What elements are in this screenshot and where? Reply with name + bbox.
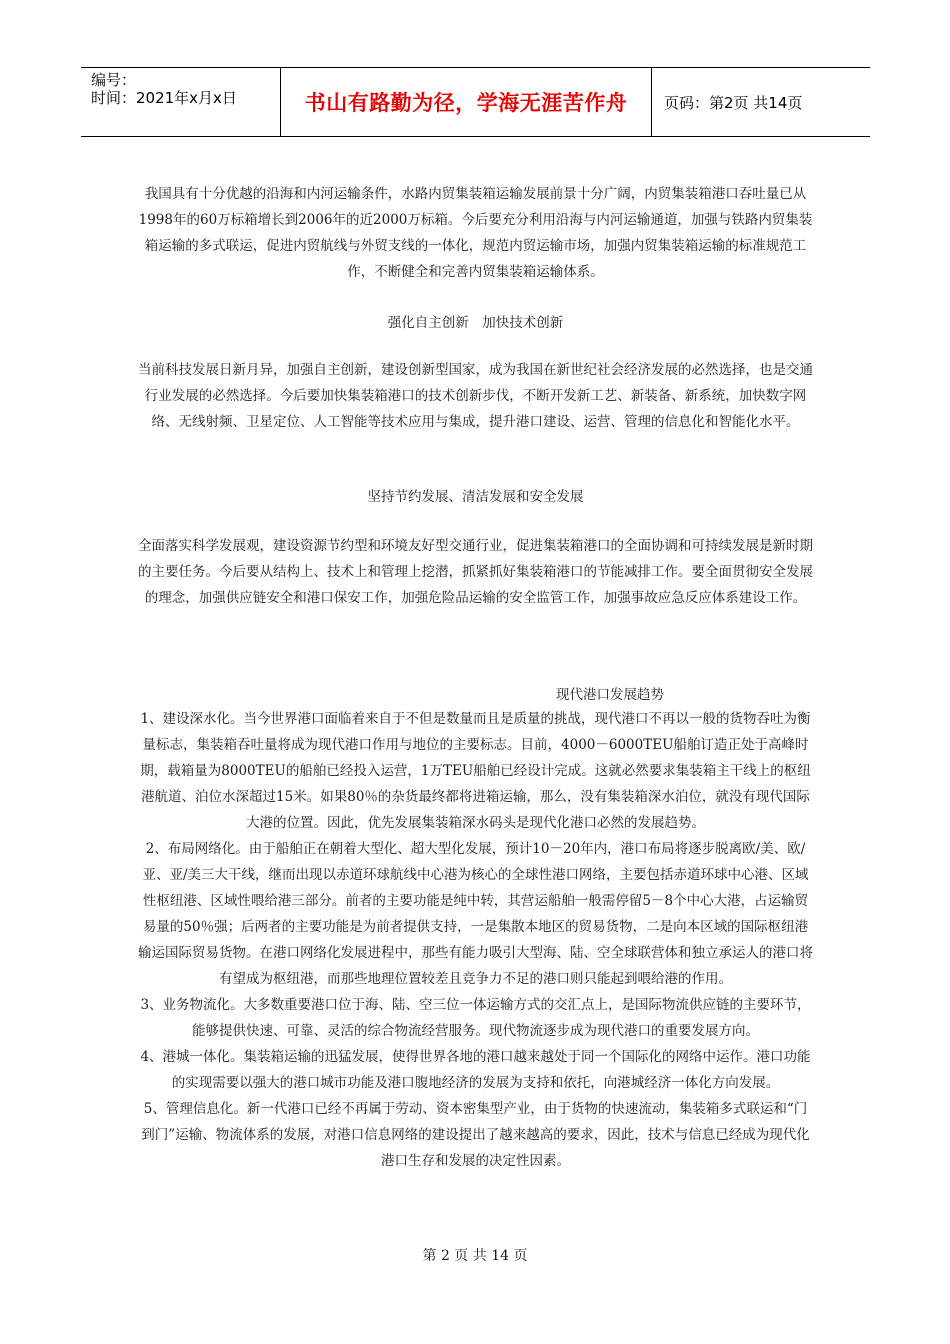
paragraph-domestic-container: 我国具有十分优越的沿海和内河运输条件，水路内贸集装箱运输发展前景十分广阔，内贸集装箱港口吞吐量已从1998年的60万标箱增长到2006年的近2000万标箱。今后要充分利用沿海与内河运输通道，加强与铁路内贸集装箱运输的多式联运，促进内贸航线与外贸支线的一体化，规范内贸运输市场，加强内贸集装箱运输的标准规范工作，不断健全和完善内贸集装箱运输体系。 <box>138 186 813 280</box>
page-footer-number: 第 2 页 共 14 页 <box>422 1248 528 1264</box>
trends-list <box>138 706 813 1174</box>
header-motto: 书山有路勤为径，学海无涯苦作舟 <box>281 68 652 136</box>
header-meta <box>81 68 281 136</box>
doc-date-label: 时间：2021年x月x日 <box>91 89 237 107</box>
trend-item: 4、港城一体化。集装箱运输的迅猛发展，使得世界各地的港口越来越处于同一个国际化的网络中运作。港口功能的实现需要以强大的港口城市功能及港口腹地经济的发展为支持和依托，向港城经济一体化方向发展。 <box>140 1049 811 1091</box>
section-title-innovation: 强化自主创新 加快技术创新 <box>387 315 564 331</box>
section-title-sustainable: 坚持节约发展、清洁发展和安全发展 <box>367 489 584 505</box>
trend-item: 1、建设深水化。当今世界港口面临着来自于不但是数量而且是质量的挑战，现代港口不再以一般的货物吞吐为衡量标志，集装箱吞吐量将成为现代港口作用与地位的主要标志。目前，4000－6000TEU船舶订造正处于高峰时期，载箱量为8000TEU的船舶已经投入运营，1万TEU船舶已经设计完成。这就必然要求集装箱主干线上的枢纽港航道、泊位水深超过15米。如果80％的杂货最终都将进箱运输，那么，没有集装箱深水泊位，就没有现代国际大港的位置。因此，优先发展集装箱深水码头是现代化港口必然的发展趋势。 <box>140 711 811 831</box>
trends-title: 现代港口发展趋势 <box>556 687 664 703</box>
page-header <box>81 67 870 137</box>
trend-item: 2、布局网络化。由于船舶正在朝着大型化、超大型化发展，预计10－20年内，港口布局将逐步脱离欧/美、欧/亚、亚/美三大干线，继而出现以赤道环球航线中心港为核心的全球性港口网络，主要包括赤道环球中心港、区域性枢纽港、区域性喂给港三部分。前者的主要功能是纯中转，其营运船舶一般需停留5－8个中心大港，占运输贸易量的50％强；后两者的主要功能是为前者提供支持，一是集散本地区的贸易货物，二是向本区域的国际枢纽港输运国际贸易货物。在港口网络化发展进程中，那些有能力吸引大型海、陆、空全球联营体和独立承运人的港口将有望成为枢纽港，而那些地理位置较差且竞争力不足的港口则只能起到喂给港的作用。 <box>138 841 813 987</box>
trend-item: 3、业务物流化。大多数重要港口位于海、陆、空三位一体运输方式的交汇点上，是国际物流供应链的主要环节，能够提供快速、可靠、灵活的综合物流经营服务。现代物流逐步成为现代港口的重要发展方向。 <box>140 997 811 1039</box>
paragraph-sustainable: 全面落实科学发展观，建设资源节约型和环境友好型交通行业，促进集装箱港口的全面协调和可持续发展是新时期的主要任务。今后要从结构上、技术上和管理上挖潜，抓紧抓好集装箱港口的节能减排工作。要全面贯彻安全发展的理念，加强供应链安全和港口保安工作，加强危险品运输的安全监管工作，加强事故应急反应体系建设工作。 <box>138 538 813 606</box>
trend-item: 5、管理信息化。新一代港口已经不再属于劳动、资本密集型产业，由于货物的快速流动，集装箱多式联运和“门到门”运输、物流体系的发展，对港口信息网络的建设提出了越来越高的要求，因此，技术与信息已经成为现代化港口生存和发展的决定性因素。 <box>141 1101 810 1169</box>
header-page-info: 页码：第2页 共14页 <box>664 93 803 112</box>
doc-number-label: 编号： <box>91 71 137 89</box>
paragraph-innovation: 当前科技发展日新月异，加强自主创新，建设创新型国家，成为我国在新世纪社会经济发展的必然选择，也是交通行业发展的必然选择。今后要加快集装箱港口的技术创新步伐，不断开发新工艺、新装备、新系统，加快数字网络、无线射频、卫星定位、人工智能等技术应用与集成，提升港口建设、运营、管理的信息化和智能化水平。 <box>138 362 813 430</box>
